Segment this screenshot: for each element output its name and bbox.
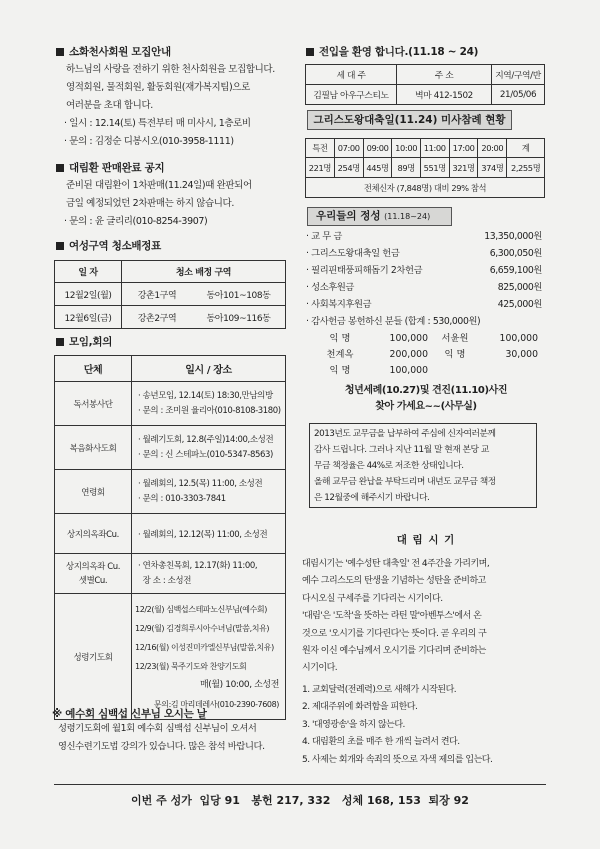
table-cell: 12월2일(월) (55, 283, 122, 306)
jesuit-visit-text: 성령기도회에 월1회 예수회 심백섭 신부님이 오셔서 영신수련기도법 강의가 있습니다. 많은 참석 바랍니다. (58, 723, 265, 752)
meeting-detail: 12/2(월) 심백섭스테파노신부님(예수회) 12/9(월) 김경희루시아수녀님(말씀,치유) 12/16(월) 이성진미카엘신부님(말씀,치유) 12/23(월) 묵주기도와 찬양기도회 매(월) 10:00, 소성전 문의:김 마리데레사(010-2390-7608) (132, 594, 286, 720)
mass-time: 계 (507, 139, 545, 158)
list-item: 3. '대영광송'을 하지 않는다. (302, 719, 405, 730)
offerings-heading: 우리들의 정성 (11.18~24) (307, 207, 452, 226)
list-item: · 성소후원금 825,000원 (306, 282, 542, 293)
table-cell: 동아101~108동 (192, 283, 286, 306)
list-item: 1. 교회달력(전례력)으로 새해가 시작된다. (302, 685, 457, 695)
meeting-detail: · 연차총친목회, 12.17(화) 11:00, 장 소 : 소성전 (132, 554, 286, 594)
cleaning-col-date: 일 자 (55, 261, 122, 283)
table-cell: 강촌1구역 (122, 283, 193, 306)
list-item: · 그리스도왕대축일 헌금 6,300,050원 (306, 248, 542, 259)
mass-count: 445명 (363, 158, 392, 178)
table-cell: 강촌2구역 (122, 306, 193, 329)
welcome-col-address: 주 소 (397, 65, 492, 85)
advent-heading: 대 림 시 기 (396, 534, 456, 546)
meeting-detail: · 월례회의, 12.5(목) 11:00, 소성전 · 문의 : 010-3303-7841 (132, 470, 286, 514)
meeting-group-name: 연령회 (55, 470, 132, 514)
advent-description: 대림시기는 '예수성탄 대축일' 전 4주간을 가리키며, 예수 그리스도의 탄생을 기념하는 성탄을 준비하고 다시오실 구세주를 기다리는 시기이다. '대림'은 '도착'을 뜻하는 라틴 말'아벤투스'에서 온 것으로 '오시기를 기다린다'는 뜻이다. 곧 우리의 구 원자 이신 예수님께서 오시기를 기다리며 준비하는 시기이다. (302, 559, 490, 674)
square-bullet-icon (306, 48, 314, 56)
mass-time: 10:00 (392, 139, 420, 158)
welcome-table (305, 64, 545, 105)
section-heading-advent-wreath: 대림환 판매완료 공지 (56, 160, 164, 175)
donor-row: 익 명 100,000 (329, 365, 428, 376)
list-item: · 필리핀태풍피해돕기 2차헌금 6,659,100원 (306, 265, 542, 276)
cleaning-table (54, 260, 286, 329)
mass-time: 09:00 (363, 139, 392, 158)
contribution-notice-box: 2013년도 교무금을 납부하여 주심에 신자여러분께 감사 드립니다. 그러나 지난 11월 말 현재 본당 교 무금 책정율은 44%로 저조한 상태입니다. 올해 교무금 완납을 부탁드리며 내년도 교무금 책정 은 12월중에 해주시기 바랍니다. (309, 423, 537, 508)
meeting-group-name: 상지의옥좌 Cu. 셋별Cu. (55, 554, 132, 594)
angel-members-text: 하느님의 사랑을 전하기 위한 천사회원을 모집합니다. 영적회원, 물적회원, 활동회원(재가복지팀)으로 여러분을 초대 합니다. · 일시 : 12.14(토) 특전부터 매 미사시, 1층로비 · 문의 : 김정순 디봉시오(010-3958-1111) (64, 64, 275, 147)
offerings-list (306, 228, 542, 330)
square-bullet-icon (56, 242, 64, 250)
mass-count: 89명 (392, 158, 420, 178)
mass-count: 374명 (478, 158, 507, 178)
section-heading-jesuit-visit: ※ 예수회 심백섭 신부님 오시는 날 (52, 708, 207, 720)
square-bullet-icon (56, 48, 64, 56)
meeting-group-name: 독서봉사단 (55, 382, 132, 426)
list-item: 2. 제대주위에 화려함을 피한다. (302, 702, 418, 713)
footer-divider (54, 784, 546, 785)
mass-time: 특전 (306, 139, 335, 158)
welcome-col-head: 세 대 주 (306, 65, 397, 85)
table-cell: 벽마 412-1502 (397, 85, 492, 105)
meeting-detail: · 월례기도회, 12.8(주일)14:00,소성전 · 문의 : 신 스테파노(010-5347-8563) (132, 426, 286, 470)
table-cell: 동아109~116동 (192, 306, 286, 329)
meeting-detail: · 송년모임, 12.14(토) 18:30,만남의방 · 문의 : 조미원 율리아(010-8108-3180) (132, 382, 286, 426)
mass-time: 17:00 (449, 139, 478, 158)
photo-notice: 청년세례(10.27)및 견진(11.10)사진 찾아 가세요~~(사무실) (344, 385, 508, 412)
meeting-group-name: 성령기도회 (55, 594, 132, 720)
meeting-detail: · 월례회의, 12.12(목) 11:00, 소성전 (132, 514, 286, 554)
footer-hymns: 이번 주 성가 입당 91 봉헌 217, 332 성체 168, 153 퇴장 92 (131, 794, 469, 807)
table-cell: 김필남 아우구스티노 (306, 85, 397, 105)
mass-count: 254명 (334, 158, 363, 178)
advent-practice-list (302, 682, 492, 769)
donor-row: 익 명 100,000 서윤원 100,000 (329, 333, 538, 344)
square-bullet-icon (56, 164, 64, 172)
section-heading-cleaning: 여성구역 청소배정표 (56, 238, 161, 253)
section-heading-angel-members: 소화천사회원 모집안내 (56, 44, 171, 59)
mass-time: 07:00 (334, 139, 363, 158)
section-heading-welcome: 전입을 환영 합니다.(11.18 ~ 24) (306, 44, 478, 59)
advent-wreath-text: 준비된 대림환이 1차판매(11.24일)때 완판되어 금일 예정되었던 2차판매는 하지 않습니다. · 문의 : 윤 글리리(010-8254-3907) (64, 180, 252, 227)
mass-time: 20:00 (478, 139, 507, 158)
donor-list (318, 331, 538, 379)
section-heading-meetings: 모임,회의 (56, 334, 112, 349)
table-cell: 21/05/06 (492, 85, 545, 105)
meetings-table (54, 355, 286, 720)
square-bullet-icon (56, 338, 64, 346)
meetings-col-group: 단체 (55, 356, 132, 382)
mass-attendance-heading: 그리스도왕대축일(11.24) 미사참례 현황 (307, 110, 512, 130)
donor-row: 천계옥 200,000 익 명 30,000 (326, 349, 538, 360)
list-item: · 사회복지후원금 425,000원 (306, 299, 542, 310)
mass-count: 2,255명 (507, 158, 545, 178)
mass-count: 551명 (420, 158, 449, 178)
mass-count: 221명 (306, 158, 335, 178)
mass-time: 11:00 (420, 139, 449, 158)
mass-total-note: 전체신자 (7,848명) 대비 29% 참석 (306, 178, 545, 198)
list-item: · 교 무 금 13,350,000원 (306, 231, 542, 242)
cleaning-col-area: 청소 배정 구역 (122, 261, 286, 283)
welcome-col-zone: 지역/구역/반 (492, 65, 545, 85)
meetings-col-time-place: 일시 / 장소 (132, 356, 286, 382)
meeting-group-name: 상지의옥좌Cu. (55, 514, 132, 554)
list-item: 4. 대림환의 초를 매주 한 개씩 늘려서 켠다. (302, 737, 460, 748)
meeting-group-name: 복음화사도회 (55, 426, 132, 470)
list-item: 5. 사제는 회개와 속죄의 뜻으로 자색 제의를 입는다. (302, 754, 493, 765)
mass-count: 321명 (449, 158, 478, 178)
thanks-offering-title: · 감사헌금 봉헌하신 분들 (합계 : 530,000원) (306, 316, 481, 327)
table-cell: 12월6일(금) (55, 306, 122, 329)
mass-attendance-table (305, 138, 545, 198)
